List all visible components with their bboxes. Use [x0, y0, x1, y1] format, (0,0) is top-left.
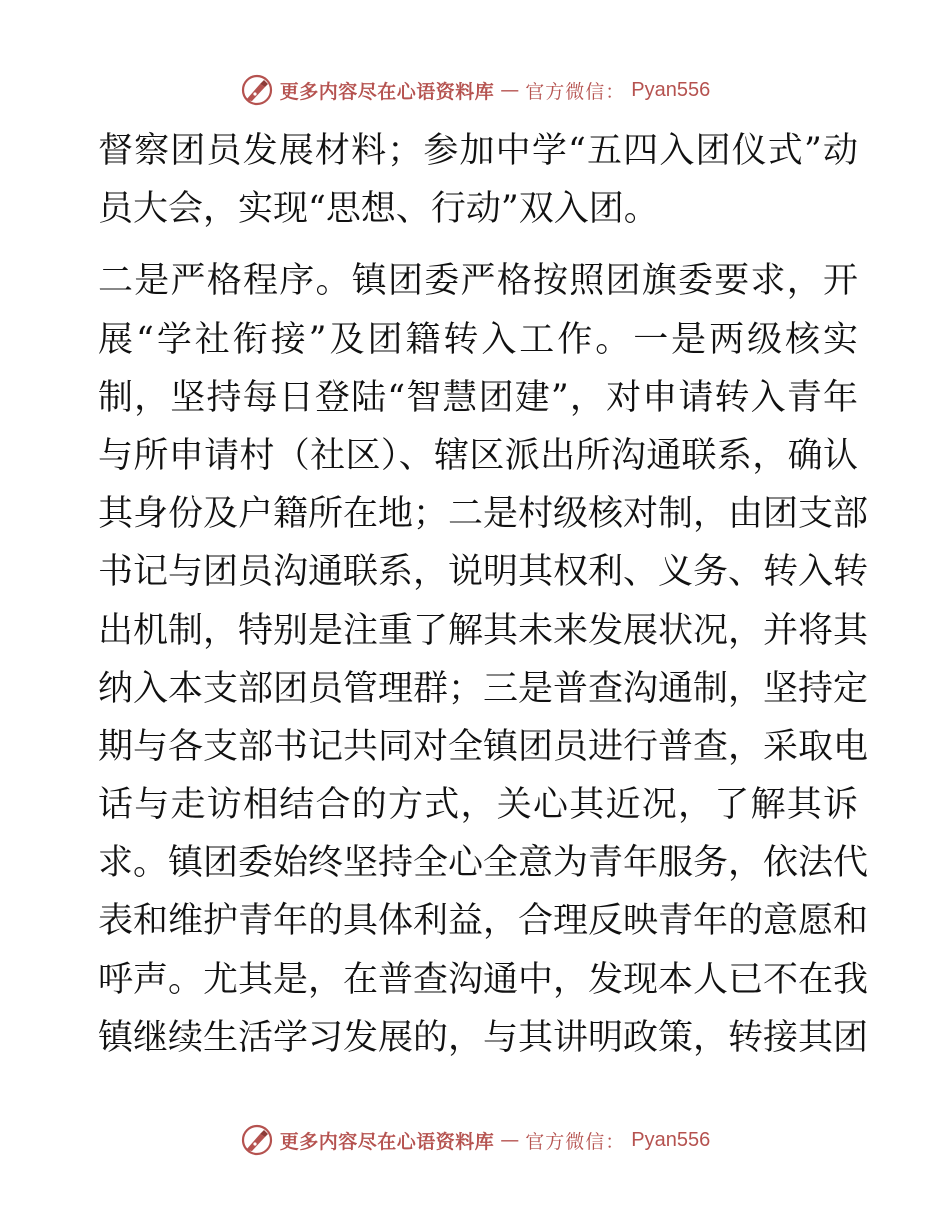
pen-nib-logo-icon: [240, 73, 274, 107]
text-line: 督察团员发展材料；参加中学“五四入团仪式”动: [98, 131, 858, 171]
text-line: 员大会，实现“思想、行动”双入团。: [98, 189, 659, 230]
watermark-site-text: 更多内容尽在心语资料库: [279, 80, 495, 103]
text-line: 镇继续生活学习发展的，与其讲明政策，转接其团: [98, 1017, 869, 1058]
text-line: 与所申请村（社区）、辖区派出所沟通联系，确认: [98, 435, 858, 476]
text-line: 二是严格程序。镇团委严格按照团旗委要求，开: [98, 261, 858, 302]
text-line: 书记与团员沟通联系，说明其权利、义务、转入转: [98, 552, 869, 593]
watermark-wechat-id: Pyan556: [631, 1128, 711, 1151]
text-line: 纳入本支部团员管理群；三是普查沟通制，坚持定: [98, 668, 869, 709]
paragraph-gap: [98, 238, 858, 252]
text-line: 出机制，特别是注重了解其未来发展状况，并将其: [98, 610, 869, 651]
paragraph-2: [98, 252, 869, 1067]
footer-watermark: [0, 1120, 950, 1160]
paragraph-1: [98, 122, 858, 238]
text-line: 表和维护青年的具体利益，合理反映青年的意愿和: [98, 901, 869, 942]
text-line: 制，坚持每日登陆“智慧团建”，对申请转入青年: [98, 377, 858, 418]
text-line: 其身份及户籍所在地；二是村级核对制，由团支部: [98, 494, 869, 535]
watermark-wechat-label: 官方微信：: [525, 1130, 626, 1153]
watermark-wechat-id: Pyan556: [631, 78, 711, 101]
watermark-site-text: 更多内容尽在心语资料库: [279, 1130, 495, 1153]
header-watermark: [0, 70, 950, 110]
text-line: 期与各支部书记共同对全镇团员进行普查，采取电: [98, 726, 869, 767]
document-body: [98, 122, 869, 1067]
watermark-separator: —: [500, 79, 520, 101]
text-line: 展“学社衔接”及团籍转入工作。一是两级核实: [98, 319, 858, 360]
pen-nib-logo-icon: [240, 1123, 274, 1157]
text-line: 话与走访相结合的方式，关心其近况，了解其诉: [98, 785, 858, 826]
watermark-separator: —: [500, 1129, 520, 1151]
watermark-wechat-label: 官方微信：: [525, 80, 626, 103]
text-line: 呼声。尤其是，在普查沟通中，发现本人已不在我: [98, 959, 869, 1000]
text-line: 求。镇团委始终坚持全心全意为青年服务，依法代: [98, 843, 869, 884]
